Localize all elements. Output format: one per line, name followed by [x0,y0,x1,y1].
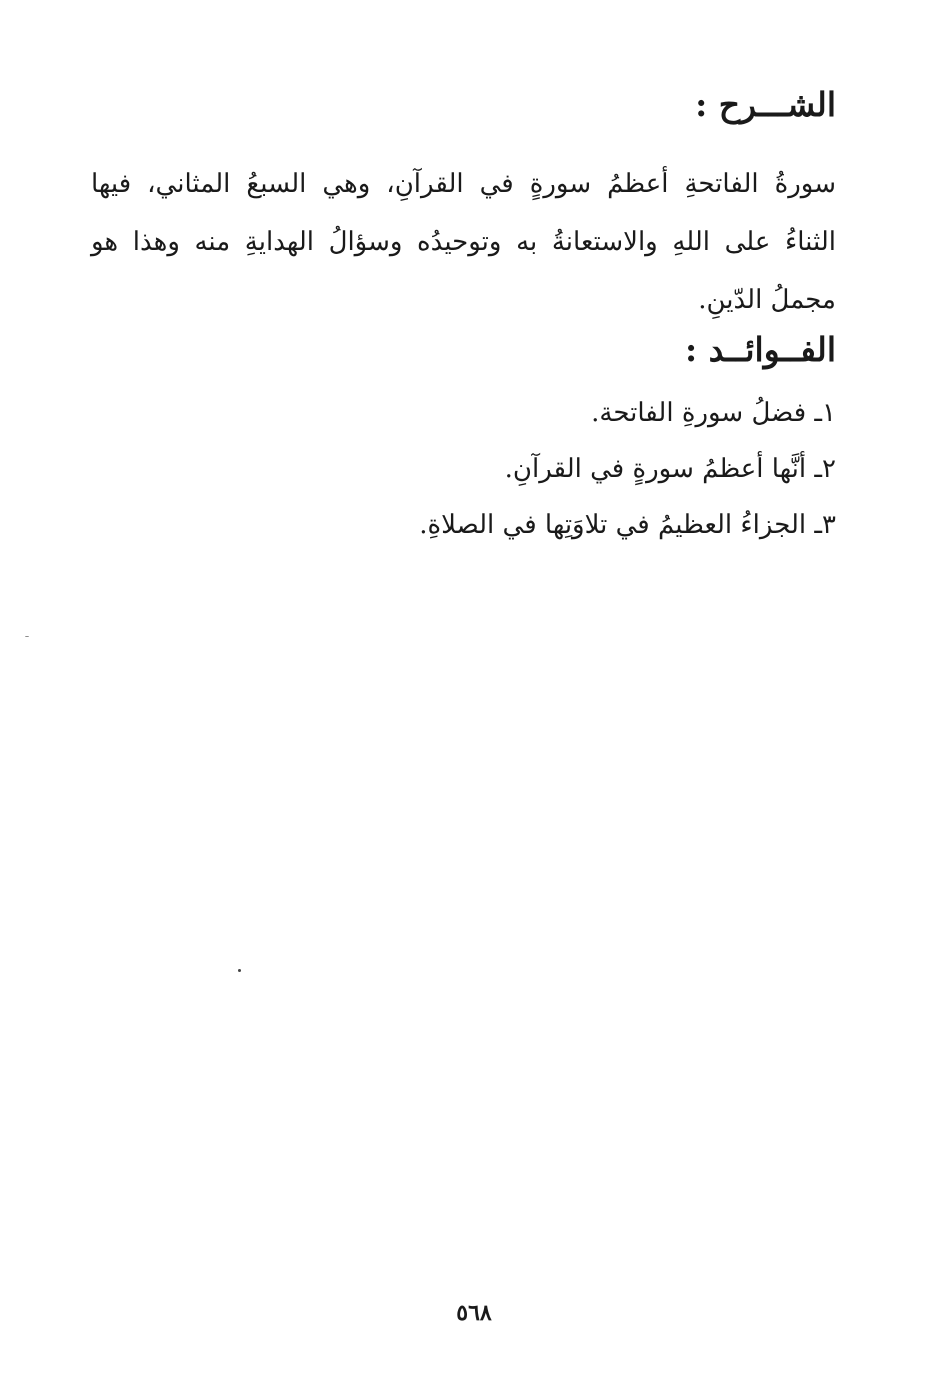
page-number: ٥٦٨ [456,1300,492,1326]
paragraph-line: مجملُ الدّينِ. [698,285,836,315]
paragraph-line: سورةُ الفاتحةِ أعظمُ سورةٍ في القرآنِ، وهي السبعُ المثاني، فيها [91,169,836,199]
explanation-heading: الشـــرح : [695,85,836,124]
explanation-paragraph [91,155,836,329]
benefit-item: ٣ـ الجزاءُ العظيمُ في تلاوَتِها في الصلاةِ. [419,510,836,540]
benefits-list [419,385,836,553]
paragraph-line: الثناءُ على اللهِ والاستعانةُ به وتوحيدُه وسؤالُ الهدايةِ منه وهذا هو [91,227,836,257]
benefit-item: ١ـ فضلُ سورةِ الفاتحة. [591,398,836,428]
scan-speck [238,969,241,972]
scan-speck [25,636,29,637]
benefits-heading: الفــوائــد : [685,330,836,369]
benefit-item: ٢ـ أنَّها أعظمُ سورةٍ في القرآنِ. [504,454,836,484]
